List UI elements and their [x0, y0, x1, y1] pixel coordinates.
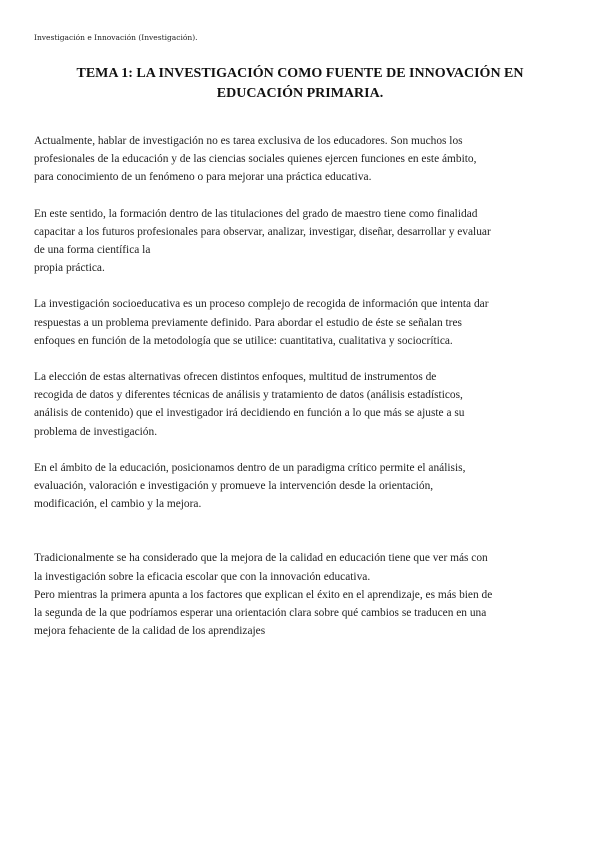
paragraph-6	[34, 549, 574, 640]
paragraph-line: La investigación socioeducativa es un proceso complejo de recogida de información que intenta dar	[34, 298, 489, 311]
paragraph-line: Actualmente, hablar de investigación no es tarea exclusiva de los educadores. Son muchos los	[34, 135, 463, 147]
document-title-line-1: TEMA 1: LA INVESTIGACIÓN COMO FUENTE DE INNOVACIÓN EN	[76, 66, 524, 81]
paragraph-3	[34, 295, 574, 350]
paragraph-line: capacitar a los futuros profesionales para observar, analizar, investigar, diseñar, desarrollar y evaluar	[34, 225, 491, 238]
paragraph-line: enfoques en función de la metodología que se utilice: cuantitativa, cualitativa y sociocrítica.	[34, 334, 453, 347]
paragraph-line: la investigación sobre la eficacia escolar que con la innovación educativa.	[34, 570, 371, 583]
paragraph-line: modificación, el cambio y la mejora.	[34, 498, 202, 511]
paragraph-line: recogida de datos y diferentes técnicas de análisis y tratamiento de datos (análisis estadísticos,	[34, 389, 463, 402]
paragraph-4	[34, 368, 574, 441]
paragraph-line: Pero mientras la primera apunta a los factores que explican el éxito en el aprendizaje, es más bien de	[34, 588, 493, 601]
paragraph-line: En el ámbito de la educación, posicionamos dentro de un paradigma crítico permite el análisis,	[34, 461, 466, 474]
paragraph-line: La elección de estas alternativas ofrecen distintos enfoques, multitud de instrumentos de	[34, 371, 437, 384]
document-body	[34, 132, 574, 640]
paragraph-line: mejora fehaciente de la calidad de los aprendizajes	[34, 625, 266, 638]
paragraph-5	[34, 459, 574, 514]
document-title	[60, 64, 540, 104]
paragraph-1	[34, 132, 574, 187]
paragraph-line: de una forma científica la	[34, 244, 151, 257]
paragraph-line: análisis de contenido) que el investigador irá decidiendo en función a lo que más se ajuste a su	[34, 407, 465, 420]
paragraph-line: Tradicionalmente se ha considerado que la mejora de la calidad en educación tiene que ver más con	[34, 552, 488, 565]
paragraph-line: En este sentido, la formación dentro de las titulaciones del grado de maestro tiene como finalidad	[34, 207, 478, 220]
paragraph-line: respuestas a un problema previamente definido. Para abordar el estudio de éste se señalan tres	[34, 316, 462, 329]
paragraph-line: profesionales de la educación y de las ciencias sociales quienes ejercen funciones en este ámbito,	[34, 153, 477, 166]
paragraph-line: evaluación, valoración e investigación y promueve la intervención desde la orientación,	[34, 480, 434, 493]
paragraph-line: la segunda de la que podríamos esperar una orientación clara sobre qué cambios se traducen en una	[34, 607, 487, 620]
running-header: Investigación e Innovación (Investigación).	[34, 33, 198, 42]
paragraph-2	[34, 205, 574, 278]
paragraph-line: problema de investigación.	[34, 425, 158, 438]
paragraph-line: para conocimiento de un fenómeno o para mejorar una práctica educativa.	[34, 171, 372, 184]
document-title-line-2: EDUCACIÓN PRIMARIA.	[216, 86, 384, 101]
paragraph-line: propia práctica.	[34, 262, 105, 275]
